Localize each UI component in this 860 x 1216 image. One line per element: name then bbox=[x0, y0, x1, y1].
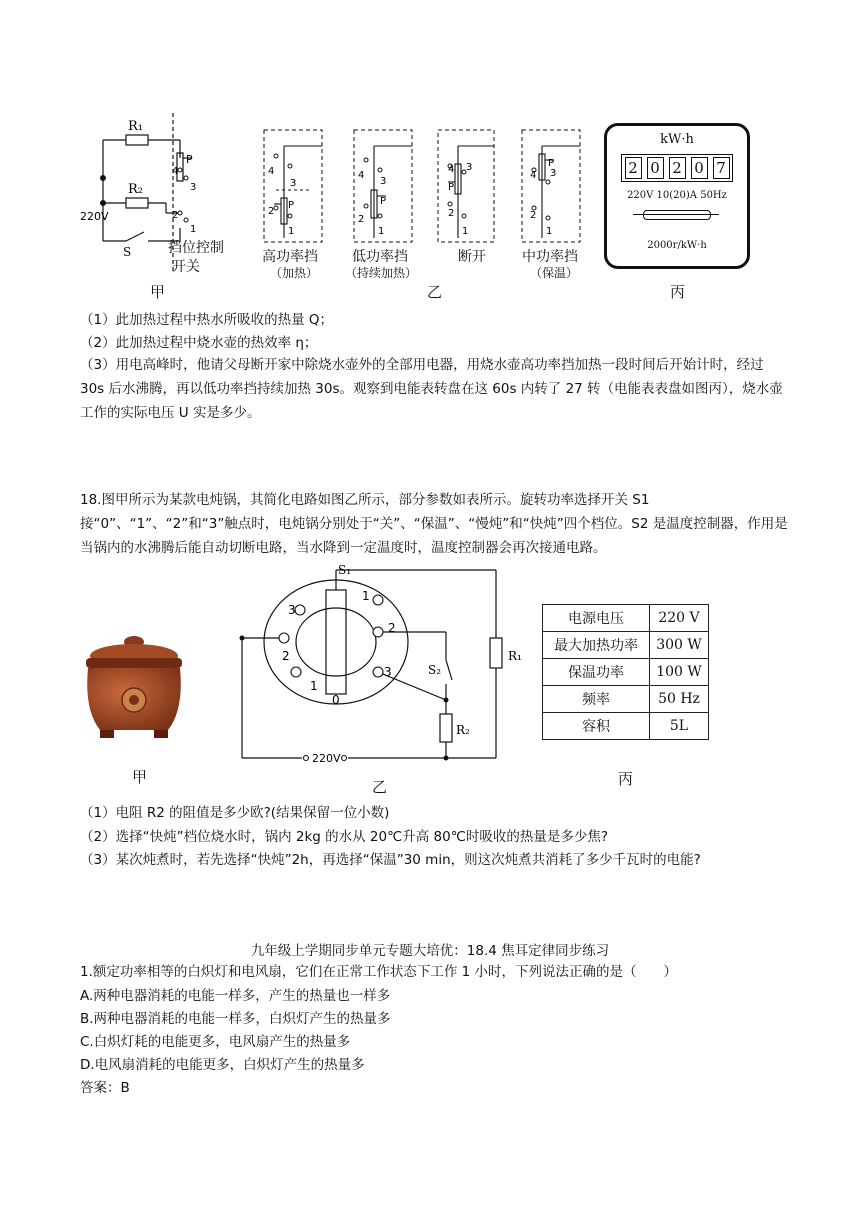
figure-q18-circuit bbox=[238, 560, 528, 770]
meter-digit: 7 bbox=[713, 157, 730, 179]
section-title: 九年级上学期同步单元专题大培优：18.4 焦耳定律同步练习 bbox=[250, 943, 610, 959]
q18-item-3: （3）某次炖煮时，若先选择“快炖”2h，再选择“保温”30 min，则这次炖煮共消耗了多少千瓦时的电能? bbox=[80, 852, 701, 868]
svg-text:3: 3 bbox=[550, 168, 557, 179]
q17-item-2: （2）此加热过程中烧水壶的热效率 η； bbox=[80, 335, 318, 351]
table-row bbox=[543, 659, 709, 686]
meter-disc-window bbox=[643, 210, 711, 220]
svg-text:P: P bbox=[380, 196, 387, 207]
svg-text:1: 1 bbox=[546, 226, 553, 237]
meter-disc-line bbox=[633, 214, 719, 215]
energy-meter bbox=[604, 123, 750, 269]
option-a: A.两种电器消耗的电能一样多，产生的热量也一样多 bbox=[80, 988, 391, 1004]
svg-text:3: 3 bbox=[290, 178, 297, 189]
mode-1-sub: （加热） bbox=[270, 266, 319, 280]
q18-caption-bing: 丙 bbox=[618, 770, 634, 788]
answer: 答案：B bbox=[80, 1080, 130, 1096]
question-1: 1.额定功率相等的白炽灯和电风扇，它们在正常工作状态下工作 1 小时，下列说法正确的是（ ） bbox=[80, 964, 678, 980]
contact-4-label: 4 bbox=[172, 166, 179, 177]
q18-item-2: （2）选择“快炖”档位烧水时，锅内 2kg 的水从 20℃升高 80℃时吸收的热量是多少焦? bbox=[80, 829, 609, 845]
table-key: 容积 bbox=[543, 713, 650, 740]
switch-caption-2: 开关 bbox=[172, 259, 200, 275]
option-b: B.两种电器消耗的电能一样多，白炽灯产生的热量多 bbox=[80, 1011, 391, 1027]
svg-text:4: 4 bbox=[530, 170, 537, 181]
contact-3-label: 3 bbox=[190, 182, 197, 193]
figure-yi-modes bbox=[260, 126, 600, 246]
table-key: 电源电压 bbox=[543, 605, 650, 632]
p-label: P bbox=[186, 153, 193, 166]
svg-text:2: 2 bbox=[530, 210, 537, 221]
r2-label-q18: R₂ bbox=[456, 723, 470, 737]
table-row bbox=[543, 713, 709, 740]
q17-item-1: （1）此加热过程中热水所吸收的热量 Q； bbox=[80, 312, 334, 328]
table-key: 最大加热功率 bbox=[543, 632, 650, 659]
voltage-label-q18: 220V bbox=[312, 752, 341, 765]
slow-cooker-image bbox=[78, 630, 190, 748]
meter-digit: 2 bbox=[625, 157, 642, 179]
q18-caption-yi: 乙 bbox=[372, 778, 388, 796]
mode-2-name: 低功率挡 bbox=[352, 249, 408, 265]
table-value: 220 V bbox=[650, 605, 709, 632]
switch-caption-1: 挡位控制 bbox=[168, 240, 224, 256]
contact-1-left: 1 bbox=[310, 679, 318, 693]
meter-unit: kW·h bbox=[660, 132, 694, 147]
meter-rev: 2000r/kW·h bbox=[647, 240, 707, 251]
contact-3-right: 3 bbox=[384, 665, 392, 679]
table-row bbox=[543, 605, 709, 632]
contact-2-left: 2 bbox=[282, 649, 290, 663]
r1-label-q18: R₁ bbox=[508, 649, 522, 663]
table-value: 50 Hz bbox=[650, 686, 709, 713]
option-d: D.电风扇消耗的电能更多，白炽灯产生的热量多 bbox=[80, 1057, 365, 1073]
q18-intro: 18.图甲所示为某款电炖锅，其简化电路如图乙所示，部分参数如表所示。旋转功率选择开关 S1 接“0”、“1”、“2”和“3”触点时，电炖锅分别处于“关”、“保温”、“慢炖”和“快炖”四个档位。S2 是温度控制器，作用是当锅内的水沸腾后能自动切断电路，当水降到一定温度时，温度控制器会再次接通电路。 bbox=[80, 492, 788, 556]
voltage-label: 220V bbox=[80, 210, 109, 223]
meter-digit: 0 bbox=[691, 157, 708, 179]
svg-text:2: 2 bbox=[358, 214, 365, 225]
table-value: 100 W bbox=[650, 659, 709, 686]
svg-text:4: 4 bbox=[268, 166, 275, 177]
q18-caption-jia: 甲 bbox=[132, 768, 148, 786]
mode-3-name: 断开 bbox=[458, 249, 486, 265]
option-c: C.白炽灯耗的电能更多，电风扇产生的热量多 bbox=[80, 1034, 351, 1050]
svg-text:3: 3 bbox=[466, 162, 473, 173]
svg-text:P: P bbox=[448, 182, 455, 193]
contact-2-right: 2 bbox=[388, 621, 396, 635]
table-key: 保温功率 bbox=[543, 659, 650, 686]
meter-spec: 220V 10(20)A 50Hz bbox=[627, 190, 727, 201]
svg-text:1: 1 bbox=[288, 226, 295, 237]
switch-s-label: S bbox=[123, 245, 132, 259]
q18-item-1: （1）电阻 R2 的阻值是多少欧?(结果保留一位小数) bbox=[80, 805, 390, 821]
meter-digits bbox=[621, 154, 733, 182]
parameter-table bbox=[542, 604, 709, 740]
table-value: 5L bbox=[650, 713, 709, 740]
r2-label: R₂ bbox=[128, 182, 143, 197]
fig1-caption-bing: 丙 bbox=[670, 283, 686, 301]
meter-digit: 0 bbox=[647, 157, 664, 179]
fig1-caption-jia: 甲 bbox=[150, 283, 166, 301]
svg-text:P: P bbox=[288, 200, 295, 211]
r1-label: R₁ bbox=[128, 119, 143, 134]
q17-item-3: （3）用电高峰时，他请父母断开家中除烧水壶外的全部用电器，用烧水壶高功率挡加热一段时间后开始计时，经过 30s 后水沸腾，再以低功率挡持续加热 30s。观察到电能表转盘在这 60s 内转了 27 转（电能表表盘如图丙），烧水壶工作的实际电压 U 实是多少。 bbox=[80, 357, 783, 421]
contact-1-right: 1 bbox=[362, 589, 370, 603]
svg-text:2: 2 bbox=[448, 208, 455, 219]
svg-text:3: 3 bbox=[380, 176, 387, 187]
s1-label: S₁ bbox=[338, 563, 352, 577]
svg-text:4: 4 bbox=[358, 170, 365, 181]
table-key: 频率 bbox=[543, 686, 650, 713]
s2-label: S₂ bbox=[428, 663, 442, 677]
table-row bbox=[543, 686, 709, 713]
svg-text:2: 2 bbox=[268, 206, 275, 217]
contact-2-label: 2 bbox=[172, 210, 179, 221]
contact-1-label: 1 bbox=[190, 224, 197, 235]
meter-digit: 2 bbox=[669, 157, 686, 179]
svg-text:1: 1 bbox=[462, 226, 469, 237]
fig1-caption-yi: 乙 bbox=[427, 283, 443, 301]
contact-3-left: 3 bbox=[288, 603, 296, 617]
table-value: 300 W bbox=[650, 632, 709, 659]
svg-text:P: P bbox=[548, 158, 555, 169]
table-row bbox=[543, 632, 709, 659]
mode-4-sub: （保温） bbox=[530, 266, 579, 280]
mode-2-sub: （持续加热） bbox=[345, 266, 418, 280]
mode-4-name: 中功率挡 bbox=[522, 249, 578, 265]
contact-0: 0 bbox=[332, 693, 340, 707]
mode-1-name: 高功率挡 bbox=[262, 249, 318, 265]
svg-text:4: 4 bbox=[448, 164, 455, 175]
svg-text:1: 1 bbox=[378, 226, 385, 237]
